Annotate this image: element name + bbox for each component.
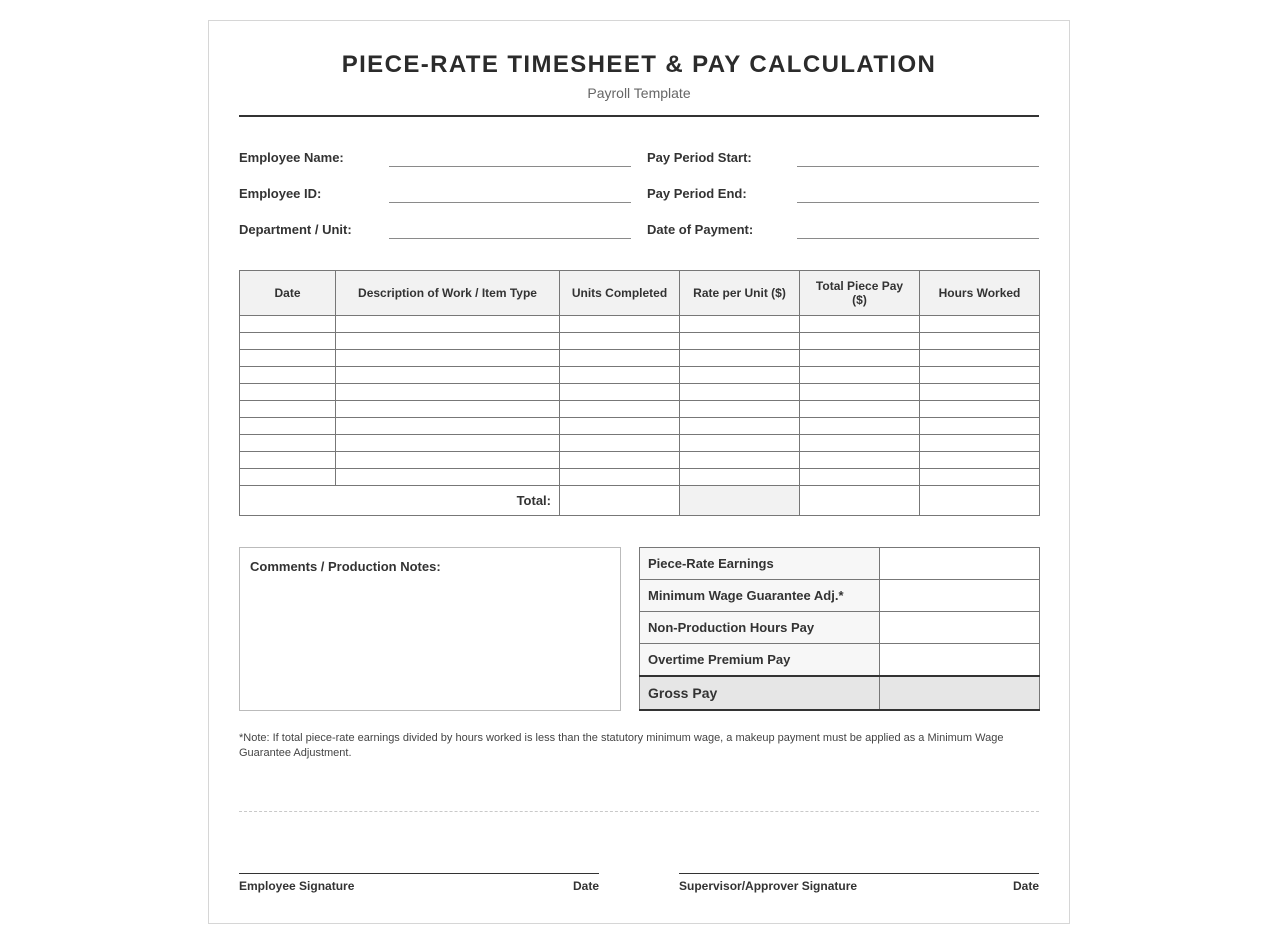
- column-header-total-pay: Total Piece Pay ($): [800, 271, 920, 316]
- date-cell[interactable]: [240, 316, 336, 333]
- units-cell[interactable]: [560, 367, 680, 384]
- description-cell[interactable]: [336, 401, 560, 418]
- total-pay-cell[interactable]: [800, 333, 920, 350]
- hours-cell[interactable]: [920, 367, 1040, 384]
- pay-period-end-input[interactable]: [797, 202, 1039, 203]
- hours-cell[interactable]: [920, 384, 1040, 401]
- total-pay-cell[interactable]: [800, 435, 920, 452]
- department-label: Department / Unit:: [239, 222, 352, 237]
- column-header-hours: Hours Worked: [920, 271, 1040, 316]
- employee-signature-line[interactable]: [239, 873, 599, 874]
- title-divider: [239, 115, 1039, 117]
- pay-period-start-label: Pay Period Start:: [647, 150, 752, 165]
- supervisor-signature-line[interactable]: [679, 873, 1039, 874]
- rate-cell[interactable]: [680, 435, 800, 452]
- comments-box[interactable]: [239, 547, 621, 711]
- units-cell[interactable]: [560, 316, 680, 333]
- rate-cell[interactable]: [680, 401, 800, 418]
- table-row: [240, 350, 1040, 367]
- rate-cell[interactable]: [680, 452, 800, 469]
- description-cell[interactable]: [336, 350, 560, 367]
- minimum-wage-note: *Note: If total piece-rate earnings divided by hours worked is less than the statutory minimum wage, a makeup payment must be applied as a Minimum Wage Guarantee Adjustment.: [239, 732, 1004, 759]
- total-pay-cell[interactable]: [800, 486, 920, 516]
- column-header-description: Description of Work / Item Type: [336, 271, 560, 316]
- units-cell[interactable]: [560, 333, 680, 350]
- date-of-payment-input[interactable]: [797, 238, 1039, 239]
- total-pay-cell[interactable]: [800, 384, 920, 401]
- table-row: [240, 418, 1040, 435]
- units-cell[interactable]: [560, 469, 680, 486]
- pay-period-start-field: [647, 144, 1040, 168]
- summary-row: [640, 580, 1040, 612]
- description-cell[interactable]: [336, 316, 560, 333]
- units-cell[interactable]: [560, 350, 680, 367]
- employee-signature-label: Employee Signature: [239, 879, 355, 893]
- dashed-divider: [239, 811, 1039, 812]
- summary-row: [640, 548, 1040, 580]
- units-cell[interactable]: [560, 452, 680, 469]
- units-cell[interactable]: [560, 401, 680, 418]
- page-subtitle: Payroll Template: [587, 85, 691, 101]
- hours-cell[interactable]: [920, 316, 1040, 333]
- table-header-row: [240, 271, 1040, 316]
- total-pay-cell[interactable]: [800, 401, 920, 418]
- gross-pay-row: [640, 676, 1040, 710]
- hours-cell[interactable]: [920, 333, 1040, 350]
- employee-id-field: [239, 180, 632, 204]
- date-cell[interactable]: [240, 333, 336, 350]
- comments-label: Comments / Production Notes:: [250, 559, 441, 574]
- employee-id-input[interactable]: [389, 202, 631, 203]
- table-row: [240, 316, 1040, 333]
- minimum-wage-adj-value[interactable]: [880, 580, 1040, 612]
- table-row: [240, 384, 1040, 401]
- employee-name-label: Employee Name:: [239, 150, 344, 165]
- total-pay-cell[interactable]: [800, 316, 920, 333]
- column-header-units: Units Completed: [560, 271, 680, 316]
- gross-pay-value[interactable]: [880, 676, 1040, 710]
- supervisor-signature-block: [679, 873, 1039, 893]
- rate-cell[interactable]: [680, 333, 800, 350]
- date-cell[interactable]: [240, 367, 336, 384]
- date-cell[interactable]: [240, 350, 336, 367]
- column-header-rate: Rate per Unit ($): [680, 271, 800, 316]
- department-field: [239, 216, 632, 240]
- total-pay-cell[interactable]: [800, 367, 920, 384]
- date-cell[interactable]: [240, 401, 336, 418]
- hours-cell[interactable]: [920, 452, 1040, 469]
- overtime-premium-label: Overtime Premium Pay: [640, 644, 880, 677]
- column-header-date: Date: [240, 271, 336, 316]
- date-of-payment-field: [647, 216, 1040, 240]
- rate-cell[interactable]: [680, 367, 800, 384]
- employee-date-label: Date: [572, 879, 599, 893]
- units-cell[interactable]: [560, 435, 680, 452]
- total-pay-cell[interactable]: [800, 452, 920, 469]
- employee-signature-block: [239, 873, 599, 893]
- summary-row: [640, 644, 1040, 677]
- pay-period-start-input[interactable]: [797, 166, 1039, 167]
- rate-cell[interactable]: [680, 384, 800, 401]
- total-pay-cell[interactable]: [800, 350, 920, 367]
- units-cell[interactable]: [560, 418, 680, 435]
- description-cell[interactable]: [336, 367, 560, 384]
- table-row: [240, 401, 1040, 418]
- table-row: [240, 469, 1040, 486]
- pay-period-end-field: [647, 180, 1040, 204]
- total-pay-cell[interactable]: [800, 469, 920, 486]
- rate-cell[interactable]: [680, 418, 800, 435]
- pay-summary-table: [639, 547, 1040, 711]
- total-label: Total:: [240, 486, 560, 516]
- units-cell[interactable]: [560, 384, 680, 401]
- pay-period-end-label: Pay Period End:: [647, 186, 747, 201]
- piece-rate-earnings-label: Piece-Rate Earnings: [640, 548, 880, 580]
- supervisor-signature-label: Supervisor/Approver Signature: [679, 879, 858, 893]
- summary-row: [640, 612, 1040, 644]
- overtime-premium-value[interactable]: [880, 644, 1040, 677]
- hours-cell[interactable]: [920, 435, 1040, 452]
- date-cell[interactable]: [240, 469, 336, 486]
- table-row: [240, 435, 1040, 452]
- description-cell[interactable]: [336, 384, 560, 401]
- non-production-pay-value[interactable]: [880, 612, 1040, 644]
- work-log-table: [239, 270, 1040, 516]
- date-cell[interactable]: [240, 384, 336, 401]
- hours-cell[interactable]: [920, 469, 1040, 486]
- employee-name-input[interactable]: [389, 166, 631, 167]
- minimum-wage-adj-label: Minimum Wage Guarantee Adj.*: [640, 580, 880, 612]
- table-row: [240, 367, 1040, 384]
- table-row: [240, 333, 1040, 350]
- description-cell[interactable]: [336, 452, 560, 469]
- date-cell[interactable]: [240, 435, 336, 452]
- date-cell[interactable]: [240, 452, 336, 469]
- rate-cell[interactable]: [680, 350, 800, 367]
- piece-rate-earnings-value[interactable]: [880, 548, 1040, 580]
- work-log-body: [240, 316, 1040, 516]
- description-cell[interactable]: [336, 435, 560, 452]
- non-production-pay-label: Non-Production Hours Pay: [640, 612, 880, 644]
- gross-pay-label: Gross Pay: [640, 676, 880, 710]
- rate-cell[interactable]: [680, 469, 800, 486]
- date-cell[interactable]: [240, 418, 336, 435]
- description-cell[interactable]: [336, 469, 560, 486]
- timesheet-page: [208, 20, 1070, 924]
- total-rate-cell: [680, 486, 800, 516]
- supervisor-date-label: Date: [1012, 879, 1039, 893]
- employee-id-label: Employee ID:: [239, 186, 322, 201]
- hours-cell[interactable]: [920, 350, 1040, 367]
- hours-cell[interactable]: [920, 401, 1040, 418]
- total-pay-cell[interactable]: [800, 418, 920, 435]
- employee-name-field: [239, 144, 632, 168]
- department-input[interactable]: [389, 238, 631, 239]
- total-units-cell[interactable]: [560, 486, 680, 516]
- rate-cell[interactable]: [680, 316, 800, 333]
- hours-cell[interactable]: [920, 418, 1040, 435]
- page-title: PIECE-RATE TIMESHEET & PAY CALCULATION: [341, 51, 937, 78]
- description-cell[interactable]: [336, 333, 560, 350]
- table-row: [240, 452, 1040, 469]
- total-hours-cell[interactable]: [920, 486, 1040, 516]
- total-row: [240, 486, 1040, 516]
- date-of-payment-label: Date of Payment:: [647, 222, 754, 237]
- description-cell[interactable]: [336, 418, 560, 435]
